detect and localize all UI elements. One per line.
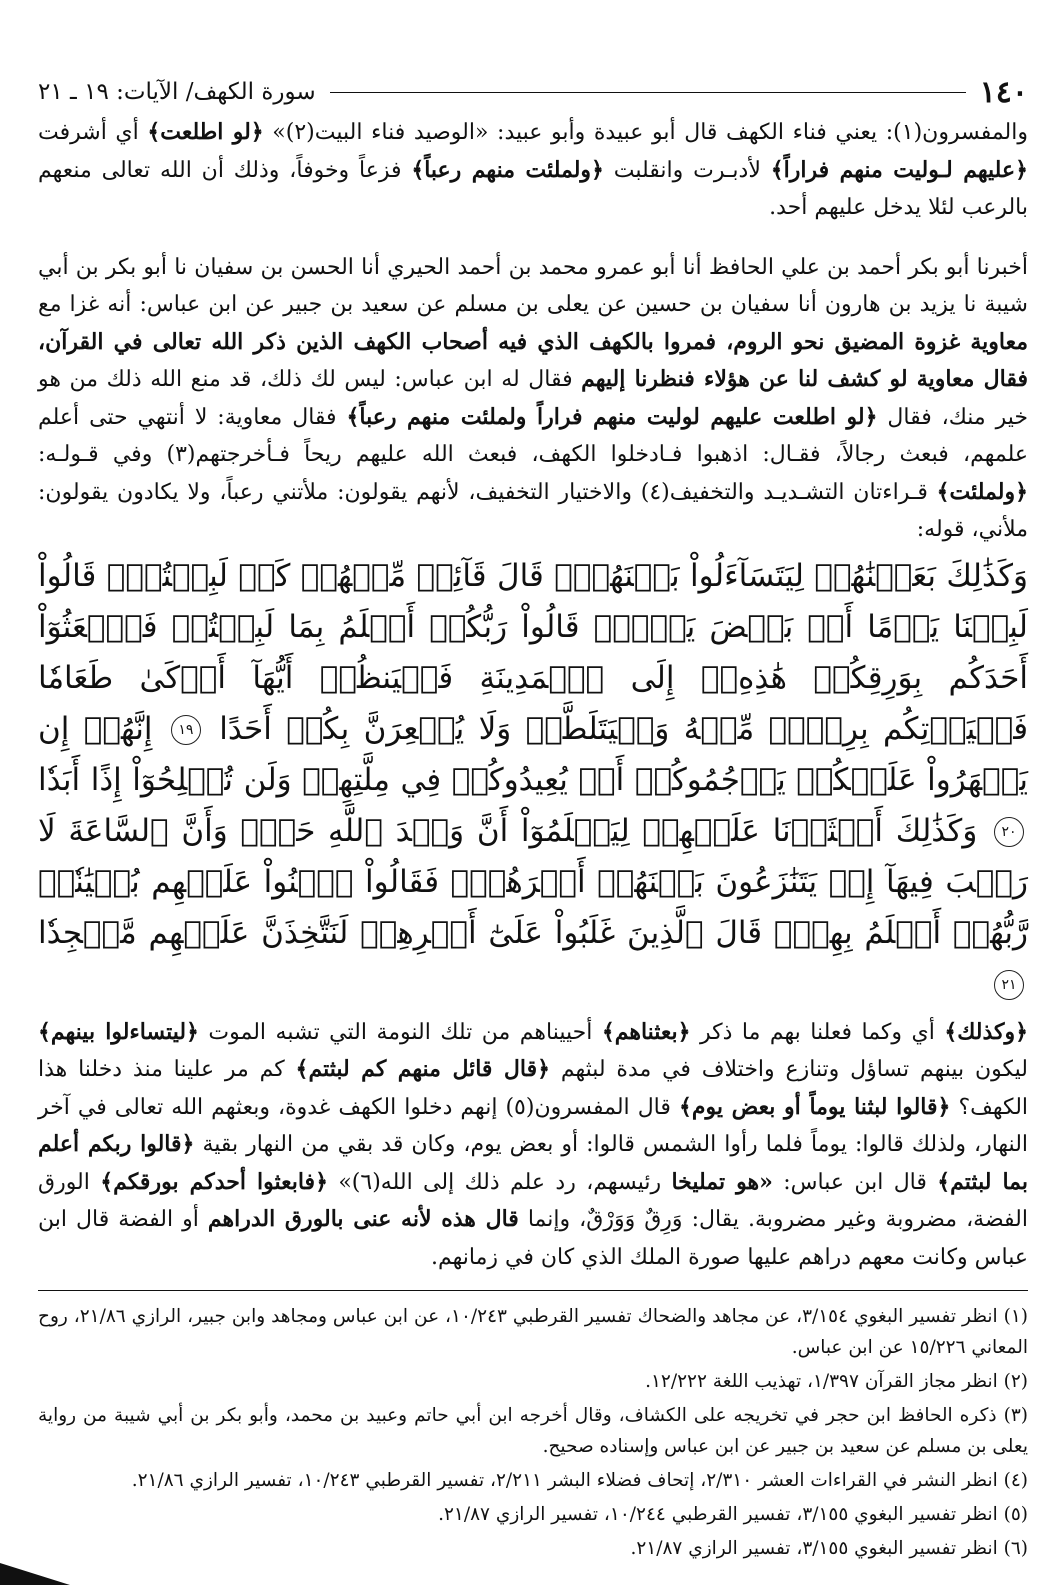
page-corner-mark [0, 1563, 70, 1585]
text-run: كم مر علينا منذ دخلنا هذا الكهف؟ [38, 1057, 1029, 1120]
text-run: أخبرنا أبو بكر أحمد بن علي الحافظ أنا أبو عمرو محمد بن أحمد الحيري أنا الحسن بن سفيان نا أبو بكر بن أبي شيبة نا يزيد بن هارون أنا سفيان بن حسين عن يعلى بن مسلم عن سعيد بن جبير عن ابن عباس: أنه غزا مع [38, 254, 1028, 317]
verse-20: إِنَّهُمۡ إِن يَظۡهَرُواْ عَلَيۡكُمۡ يَرۡجُمُوكُمۡ أَوۡ يُعِيدُوكُمۡ فِي مِلَّتِهِمۡ وَلَن تُفۡلِحُوٓاْ إِذًا أَبَدٗا [38, 710, 1028, 798]
quran-citation: ﴿قالوا لبثنا يوماً أو بعض يوم﴾ [678, 1093, 951, 1120]
text-run: أي أشرفت [38, 120, 148, 145]
paragraph-commentary-2 [38, 1014, 1028, 1277]
text-run: أو الفضة قال ابن عباس وكانت معهم دراهم عليها صورة الملك الذي كان في زمانهم. [38, 1207, 1028, 1270]
quran-citation: ﴿وكذلك﴾ [944, 1018, 1028, 1045]
paragraph-commentary-1 [38, 114, 1028, 227]
footnotes-list [38, 1301, 1028, 1564]
text-run: فقال له ابن عباس: ليس لك ذلك، قد منع الله ذلك من هو خير منك، فقال [38, 367, 1028, 430]
quran-citation: ﴿ليتساءلوا بينهم﴾ [38, 1018, 199, 1045]
header-rule [330, 92, 966, 93]
paragraph-gap [38, 227, 1028, 249]
text-run: أحييناهم من تلك النومة التي تشبه الموت [198, 1019, 602, 1045]
ayah-number-marker: ١٩ [171, 715, 201, 745]
page-number: ١٤٠ [979, 74, 1028, 110]
text-run: الورق الفضة، مضروبة وغير مضروبة. يقال: وَرِقٌ وَوَرْقٌ، وإنما [38, 1169, 1028, 1232]
text-run: فقال معاوية: لا أنتهي حتى أعلم علمهم، فبعث رجالاً، فقـال: اذهبوا فـادخلوا الكهف، فبعث الله عليهم ريحاً فـأخرجتهم(٣) وفي قـولـه: [38, 404, 1028, 467]
paragraph-hadith-chain [38, 249, 1028, 549]
book-page [38, 70, 1028, 1567]
quran-citation: ﴿بعثناهم﴾ [601, 1018, 691, 1045]
quran-citation: ﴿ولملئت منهم رعباً﴾ [411, 156, 604, 183]
quran-citation: ﴿ولملئت﴾ [936, 478, 1028, 505]
text-run: قال ابن عباس: [772, 1169, 938, 1195]
text-run: فزعاً وخوفاً، وذلك أن الله تعالى منعهم بالرعب لئلا يدخل عليهم أحد. [38, 157, 1028, 220]
quran-citation: ﴿قالوا ربكم أعلم بما لبثتم﴾ [38, 1131, 1028, 1195]
bold-text: «هو تمليخا [671, 1168, 773, 1195]
text-run: لأدبـرت وانقلبت [603, 157, 771, 183]
quran-citation: ﴿لو اطلعت عليهم لوليت منهم فراراً ولملئت منهم رعباً﴾ [346, 403, 878, 430]
ayah-number-marker: ٢١ [994, 970, 1024, 1000]
verse-19: وَكَذَٰلِكَ بَعَثۡنَٰهُمۡ لِيَتَسَآءَلُواْ بَيۡنَهُمۡۚ قَالَ قَآئِلٞ مِّنۡهُمۡ كَمۡ لَبِثۡتُمۡۖ قَالُواْ لَبِثۡنَا يَوۡمًا أَوۡ بَعۡضَ يَوۡمٖۚ قَالُواْ رَبُّكُمۡ أَعۡلَمُ بِمَا لَبِثۡتُمۡ فَٱبۡعَثُوٓاْ أَحَدَكُم بِوَرِقِكُمۡ هَٰذِهِۦٓ إِلَى ٱلۡمَدِينَةِ فَلۡيَنظُرۡ أَيُّهَآ أَزۡكَىٰ طَعَامٗا فَلۡيَأۡتِكُم بِرِزۡقٖ مِّنۡهُ وَلۡيَتَلَطَّفۡ وَلَا يُشۡعِرَنَّ بِكُمۡ أَحَدًا [38, 557, 1029, 747]
quran-citation: ﴿لو اطلعت﴾ [147, 119, 264, 145]
quran-verses-block [38, 551, 1028, 1010]
quran-citation: ﴿قال قائل منهم كم لبثتم﴾ [295, 1056, 551, 1082]
footnote-divider [38, 1290, 1028, 1291]
text-run: ليكون بينهم تساؤل وتنازع واختلاف في مدة لبثهم [550, 1057, 1028, 1082]
bold-text: معاوية غزوة المضيق نحو الروم، فمروا بالكهف الذي فيه أصحاب الكهف الذين ذكر الله تعالى في القرآن، فقال معاوية لو كشف لنا عن هؤلاء فنظرنا إليهم [38, 328, 1028, 392]
text-run: قـراءتان التشـديـد والتخفيف(٤) والاختيار التخفيف، لأنهم يقولون: ملأتني رعباً، ولا يكادون يقولون: ملأني، قوله: [38, 479, 1028, 542]
footnote-3: (٣) ذكره الحافظ ابن حجر في تخريجه على الكشاف، وقال أخرجه ابن أبي حاتم وعبيد بن محمد، وأبو بكر بن أبي شيبة من رواية يعلى بن مسلم عن سعيد بن جبير عن ابن عباس وإسناده صحيح. [38, 1405, 1028, 1457]
footnote-2: (٢) انظر مجاز القرآن ١/٣٩٧، تهذيب اللغة ١٢/٢٢٢. [645, 1371, 1028, 1392]
footnote-6: (٦) انظر تفسير البغوي ٣/١٥٥، تفسير الرازي ٢١/٨٧. [630, 1538, 1028, 1559]
page-header [38, 70, 1028, 114]
text-run: أي وكما فعلنا بهم ما ذكر [690, 1019, 945, 1045]
running-title: سورة الكهف/ الآيات: ١٩ ـ ٢١ [38, 79, 316, 105]
quran-citation: ﴿فابعثوا أحدكم بورقكم﴾ [100, 1168, 328, 1195]
text-run: رئيسهم، رد علم ذلك إلى الله(٦)» [327, 1169, 672, 1195]
footnote-1: (١) انظر تفسير البغوي ٣/١٥٤، عن مجاهد والضحاك تفسير القرطبي ١٠/٢٤٣، عن ابن عباس ومجاهد وابن جبير، الرازي ٢١/٨٦، روح المعاني ١٥/٢٢٦ عن ابن عباس. [38, 1306, 1028, 1358]
bold-text: قال هذه لأنه عنى بالورق الدراهم [207, 1206, 519, 1232]
text-run: قال المفسرون(٥) إنهم دخلوا الكهف غدوة، وبعثهم الله تعالى في آخر النهار، ولذلك قالوا: يوماً فلما رأوا الشمس قالوا: أو بعض يوم، وكان قد بقي من النهار بقية [38, 1094, 1029, 1157]
verse-21: وَكَذَٰلِكَ أَعۡثَرۡنَا عَلَيۡهِمۡ لِيَعۡلَمُوٓاْ أَنَّ وَعۡدَ ٱللَّهِ حَقّٞ وَأَنَّ ٱلسَّاعَةَ لَا رَيۡبَ فِيهَآ إِذۡ يَتَنَٰزَعُونَ بَيۡنَهُمۡ أَمۡرَهُمۡۖ فَقَالُواْ ٱبۡنُواْ عَلَيۡهِم بُنۡيَٰنٗاۖ رَّبُّهُمۡ أَعۡلَمُ بِهِمۡۚ قَالَ ٱلَّذِينَ غَلَبُواْ عَلَىٰٓ أَمۡرِهِمۡ لَنَتَّخِذَنَّ عَلَيۡهِم مَّسۡجِدٗا [38, 812, 1028, 951]
footnote-5: (٥) انظر تفسير البغوي ٣/١٥٥، تفسير القرطبي ١٠/٢٤٤، تفسير الرازي ٢١/٨٧. [438, 1504, 1028, 1525]
footnote-4: (٤) انظر النشر في القراءات العشر ٢/٣١٠، إتحاف فضلاء البشر ٢/٢١١، تفسير القرطبي ١٠/٢٤٣، تفسير الرازي ٢١/٨٦. [131, 1470, 1028, 1491]
text-run: والمفسرون(١): يعني فناء الكهف قال أبو عبيدة وأبو عبيد: «الوصيد فناء البيت(٢)» [263, 120, 1028, 145]
quran-citation: ﴿عليهم لـوليت منهم فراراً﴾ [770, 156, 1028, 183]
ayah-number-marker: ٢٠ [994, 817, 1024, 847]
